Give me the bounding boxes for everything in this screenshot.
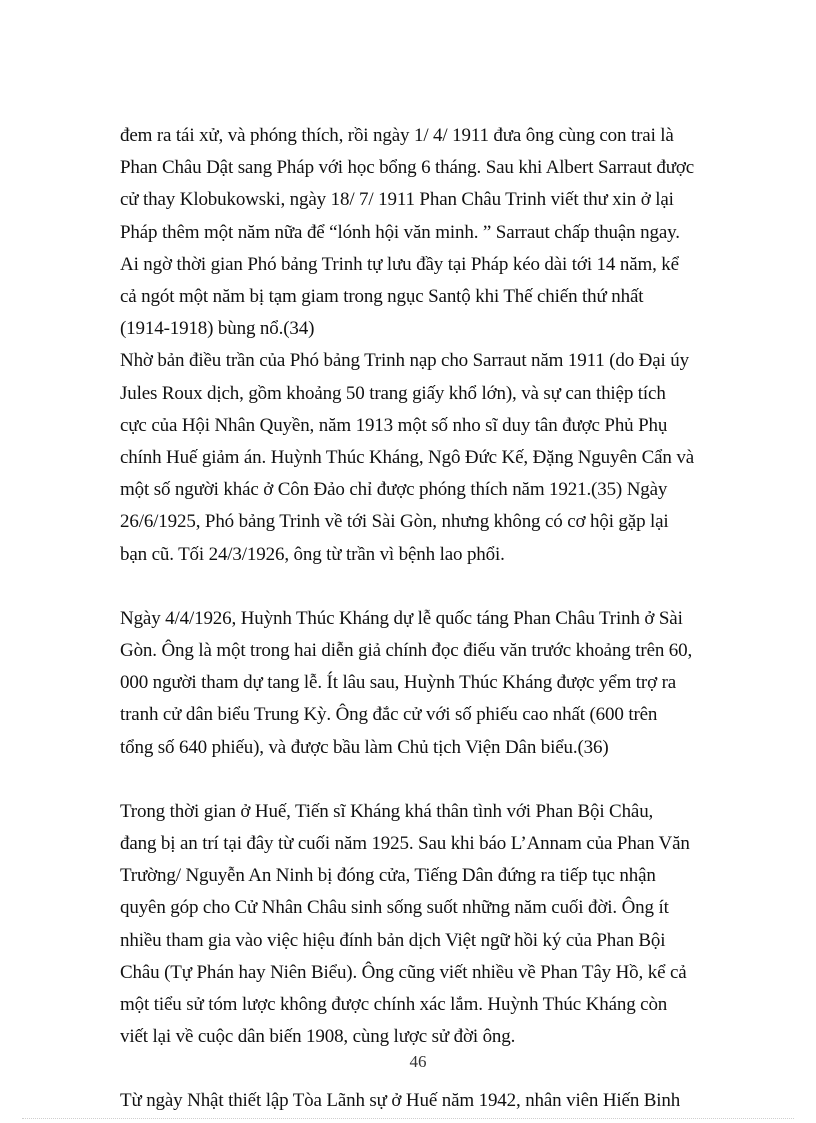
text-line: (1914-1918) bùng nổ.(34) (120, 318, 315, 340)
text-line: viết lại về cuộc dân biến 1908, cùng lược sử đời ông. (120, 1026, 516, 1048)
text-line: Trong thời gian ở Huế, Tiến sĩ Kháng khá thân tình với Phan Bội Châu, (120, 800, 654, 822)
text-line: quyên góp cho Cử Nhân Châu sinh sống suốt những năm cuối đời. Ông ít (120, 897, 669, 919)
page-number: 46 (409, 1052, 427, 1071)
text-line: Trường/ Nguyễn An Ninh bị đóng cửa, Tiếng Dân đứng ra tiếp tục nhận (120, 865, 656, 887)
paragraph-4 (120, 796, 716, 1054)
paragraph-3 (120, 603, 716, 764)
paragraph-spacer (120, 764, 716, 796)
text-line: cực của Hội Nhân Quyền, năm 1913 một số nho sĩ duy tân được Phủ Phụ (120, 414, 668, 436)
text-line: nhiều tham gia vào việc hiệu đính bản dịch Việt ngữ hồi ký của Phan Bội (120, 929, 666, 951)
document-body (120, 120, 716, 1118)
paragraph-5 (120, 1085, 716, 1117)
paragraph-1 (120, 120, 716, 345)
text-line: Phan Châu Dật sang Pháp với học bổng 6 tháng. Sau khi Albert Sarraut được (120, 157, 695, 179)
page-bottom-divider (22, 1118, 794, 1119)
text-line: Ngày 4/4/1926, Huỳnh Thúc Kháng dự lễ quốc táng Phan Châu Trinh ở Sài (120, 607, 683, 629)
text-line: Jules Roux dịch, gồm khoảng 50 trang giấy khổ lớn), và sự can thiệp tích (120, 382, 666, 404)
text-line: cử thay Klobukowski, ngày 18/ 7/ 1911 Phan Châu Trinh viết thư xin ở lại (120, 189, 674, 211)
text-line: Pháp thêm một năm nữa để “lónh hội văn minh. ” Sarraut chấp thuận ngay. (120, 221, 680, 243)
text-line: 000 người tham dự tang lễ. Ít lâu sau, Huỳnh Thúc Kháng được yểm trợ ra (120, 672, 677, 694)
text-line: 26/6/1925, Phó bảng Trinh về tới Sài Gòn, nhưng không có cơ hội gặp lại (120, 511, 669, 533)
text-line: Ai ngờ thời gian Phó bảng Trinh tự lưu đầy tại Pháp kéo dài tới 14 năm, kể (120, 253, 679, 275)
text-line: cả ngót một năm bị tạm giam trong ngục Santộ khi Thế chiến thứ nhất (120, 286, 644, 308)
paragraph-spacer (120, 571, 716, 603)
text-line: đang bị an trí tại đây từ cuối năm 1925. Sau khi báo L’Annam của Phan Văn (120, 833, 690, 855)
text-line: Châu (Tự Phán hay Niên Biểu). Ông cũng viết nhiều về Phan Tây Hồ, kể cả (120, 961, 687, 983)
text-line: đem ra tái xử, và phóng thích, rồi ngày 1/ 4/ 1911 đưa ông cùng con trai là (120, 125, 674, 146)
text-line: Từ ngày Nhật thiết lập Tòa Lãnh sự ở Huế năm 1942, nhân viên Hiến Binh (120, 1090, 681, 1112)
paragraph-2 (120, 345, 716, 570)
text-line: một tiểu sử tóm lược không được chính xác lắm. Huỳnh Thúc Kháng còn (120, 994, 668, 1016)
text-line: một số người khác ở Côn Đảo chỉ được phóng thích năm 1921.(35) Ngày (120, 479, 668, 501)
text-line: bạn cũ. Tối 24/3/1926, ông từ trần vì bệnh lao phổi. (120, 543, 505, 565)
text-line: tổng số 640 phiếu), và được bầu làm Chủ tịch Viện Dân biểu.(36) (120, 736, 609, 758)
text-line: Gòn. Ông là một trong hai diễn giả chính đọc điếu văn trước khoảng trên 60, (120, 640, 693, 662)
text-line: chính Huế giảm án. Huỳnh Thúc Kháng, Ngô Đức Kế, Đặng Nguyên Cẩn và (120, 447, 694, 469)
text-line: Nhờ bản điều trần của Phó bảng Trinh nạp cho Sarraut năm 1911 (do Đại úy (120, 350, 689, 372)
text-line: tranh cử dân biểu Trung Kỳ. Ông đắc cử với số phiếu cao nhất (600 trên (120, 704, 658, 726)
